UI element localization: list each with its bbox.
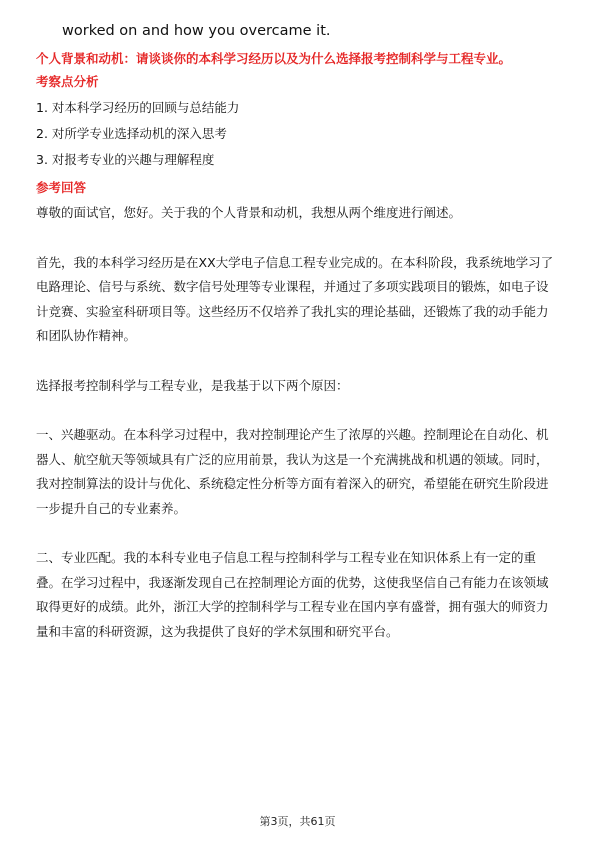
analysis-heading: 考察点分析: [36, 74, 99, 89]
answer-heading: 参考回答: [36, 180, 87, 195]
page-content: [36, 20, 559, 644]
paragraph-spacer: [36, 398, 559, 423]
analysis-point: 1. 对本科学习经历的回顾与总结能力: [36, 100, 240, 115]
answer-paragraph: 二、专业匹配。我的本科专业电子信息工程与控制科学与工程专业在知识体系上有一定的重叠。在学习过程中，我逐渐发现自己在控制理论方面的优势，这使我坚信自己有能力在该领域取得更好的成绩。此外，浙江大学的控制科学与工程专业在国内享有盛誉，拥有强大的师资力量和丰富的科研资源，这为我提供了良好的学术氛围和研究平台。: [36, 550, 549, 639]
answer-paragraph: 一、兴趣驱动。在本科学习过程中，我对控制理论产生了浓厚的兴趣。控制理论在自动化、机器人、航空航天等领域具有广泛的应用前景，我认为这是一个充满挑战和机遇的领域。同时，我对控制算法的设计与优化、系统稳定性分析等方面有着深入的研究，希望能在研究生阶段进一步提升自己的专业素养。: [36, 427, 549, 516]
answer-paragraph: 首先，我的本科学习经历是在XX大学电子信息工程专业完成的。在本科阶段，我系统地学习了电路理论、信号与系统、数字信号处理等专业课程，并通过了多项实践项目的锻炼，如电子设计竞赛、实验室科研项目等。这些经历不仅培养了我扎实的理论基础，还锻炼了我的动手能力和团队协作精神。: [36, 254, 554, 343]
answer-paragraph: 选择报考控制科学与工程专业，是我基于以下两个原因：: [36, 377, 349, 393]
interview-question: 个人背景和动机：请谈谈你的本科学习经历以及为什么选择报考控制科学与工程专业。: [36, 51, 512, 66]
analysis-point: 3. 对报考专业的兴趣与理解程度: [36, 152, 215, 167]
continued-text-line: worked on and how you overcame it.: [62, 23, 331, 39]
paragraph-spacer: [36, 349, 559, 374]
analysis-points: [36, 95, 559, 173]
page-number-footer: 第3页，共61页: [259, 815, 336, 828]
paragraph-spacer: [36, 226, 559, 251]
answer-paragraph: 尊敬的面试官，您好。关于我的个人背景和动机，我想从两个维度进行阐述。: [36, 205, 462, 220]
analysis-point: 2. 对所学专业选择动机的深入思考: [36, 126, 227, 141]
paragraph-spacer: [36, 521, 559, 546]
